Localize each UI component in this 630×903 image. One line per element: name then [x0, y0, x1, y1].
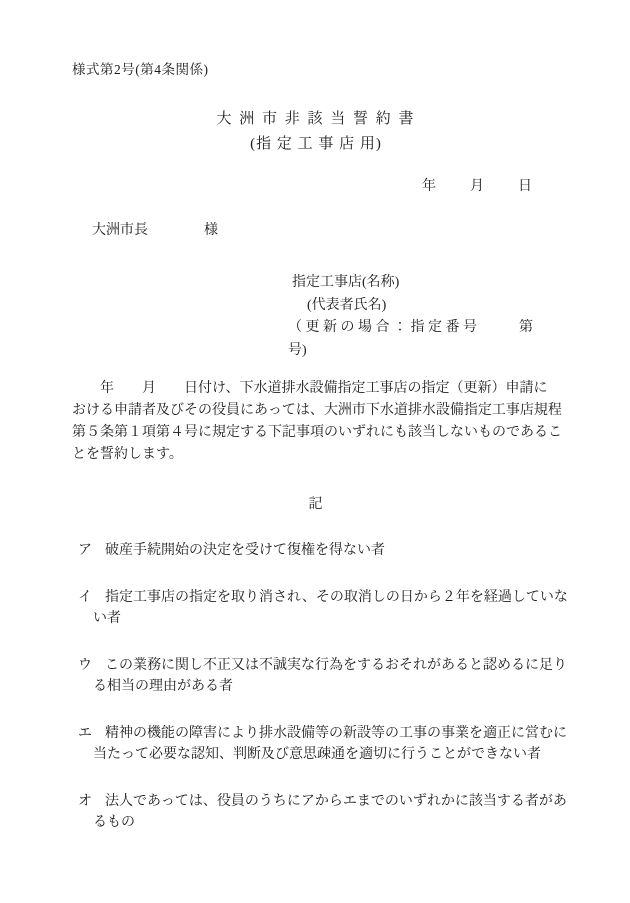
applicant-block [72, 272, 560, 362]
body-line: とを誓約します。 [72, 447, 183, 462]
body-paragraph [72, 378, 560, 466]
item-line: 法人であっては、役員のうちにアからエまでのいずれかに該当する者があ [105, 793, 567, 809]
item-line: 指定工事店の指定を取り消され、その取消しの日から２年を経過していな [105, 589, 568, 605]
item-line: この業務に関し不正又は不誠実な行為をするおそれがあると認めるに足り [105, 657, 567, 673]
item-line: 当たって必要な認知、判断及び意思疎通を適切に行うことができない者 [93, 747, 541, 762]
addressee: 大洲市長 様 [92, 223, 218, 238]
form-number: 様式第2号(第4条関係) [72, 62, 209, 77]
item-label: エ [78, 725, 92, 741]
renewal-designation-number-line-end: 号) [288, 342, 307, 358]
body-line: 第５条第１項第４号に規定する下記事項のいずれにも該当しないものであるこ [72, 425, 562, 440]
title-block [72, 107, 560, 157]
renewal-designation-number-line: （ 更 新 の 場 合 ： 指 定 番 号 第 [288, 320, 533, 335]
item-label: ウ [78, 657, 92, 673]
list-item [72, 723, 567, 766]
item-line: るもの [93, 815, 135, 830]
item-list [72, 540, 568, 834]
item-line: 精神の機能の障害により排水設備等の新設等の工事の事業を適正に営むに [105, 725, 567, 741]
item-line: 破産手続開始の決定を受けて復権を得ない者 [105, 543, 385, 558]
list-item [72, 791, 567, 834]
item-line: る相当の理由がある者 [93, 679, 233, 694]
document-title: 大 洲 市 非 該 当 誓 約 書 [216, 111, 416, 127]
item-label: イ [78, 589, 92, 605]
applicant-name-line: 指定工事店(名称) [292, 275, 400, 290]
list-item [72, 655, 567, 698]
document-subtitle: (指 定 工 事 店 用) [250, 136, 382, 152]
date-line: 年 月 日 [422, 179, 534, 194]
note-heading: 記 [308, 497, 324, 512]
representative-name-line: (代表者氏名) [307, 297, 387, 313]
body-line: おける申請者及びその役員にあっては、大洲市下水道排水設備指定工事店規程 [72, 403, 562, 418]
item-label: ア [78, 543, 92, 558]
item-label: オ [78, 793, 92, 809]
item-line: い者 [93, 611, 121, 626]
list-item [72, 540, 560, 562]
list-item [72, 587, 568, 630]
body-line: 年 月 日付け、下水道排水設備指定工事店の指定（更新）申請に [72, 381, 548, 396]
